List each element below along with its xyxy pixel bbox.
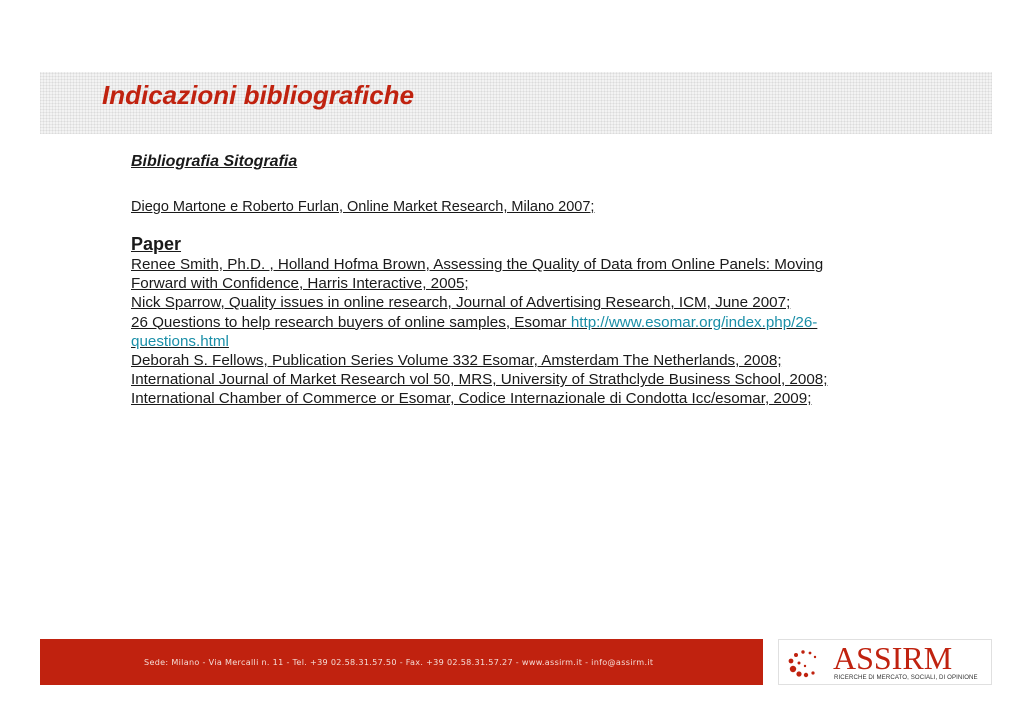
slide-title: Indicazioni bibliografiche (102, 80, 415, 110)
assirm-logo (778, 639, 992, 685)
reference-line: Forward with Confidence, Harris Interactive, 2005; (131, 275, 469, 293)
reference-line-link-continued (131, 332, 931, 351)
esomar-link-continued[interactable]: questions.html (131, 332, 229, 350)
footer-bar (40, 639, 763, 685)
logo-name: ASSIRM (833, 640, 953, 676)
paper-heading: Paper (131, 234, 182, 254)
esomar-link[interactable]: http://www.esomar.org/index.php/26- (570, 313, 818, 331)
footer-contact-text: Sede: Milano - Via Mercalli n. 11 - Tel. +39 02.58.31.57.50 - Fax. +39 02.58.31.57.27 - www.assirm.it - info@assirm.it (144, 657, 654, 667)
paper-reference-list (131, 255, 931, 409)
esomar-reference-text: 26 Questions to help research buyers of online samples, Esomar (131, 313, 571, 331)
bibliography-book-reference: Diego Martone e Roberto Furlan, Online Market Research, Milano 2007; (131, 199, 595, 215)
content-area (131, 152, 931, 409)
assirm-logo-mark-icon (785, 646, 829, 680)
reference-line: Nick Sparrow, Quality issues in online research, Journal of Advertising Research, ICM, June 2007; (131, 294, 791, 312)
bibliography-heading: Bibliografia Sitografia (131, 153, 298, 170)
reference-line: Deborah S. Fellows, Publication Series Volume 332 Esomar, Amsterdam The Netherlands, 2008; (131, 352, 782, 370)
logo-tagline: RICERCHE DI MERCATO, SOCIALI, DI OPINIONE (834, 674, 978, 681)
reference-line: International Journal of Market Research vol 50, MRS, University of Strathclyde Business School, 2008; (131, 371, 828, 389)
reference-line: International Chamber of Commerce or Esomar, Codice Internazionale di Condotta Icc/esomar, 2009; (131, 390, 812, 408)
reference-line-esomar (131, 313, 931, 332)
reference-line: Renee Smith, Ph.D. , Holland Hofma Brown, Assessing the Quality of Data from Online Panels: Moving (131, 256, 824, 273)
